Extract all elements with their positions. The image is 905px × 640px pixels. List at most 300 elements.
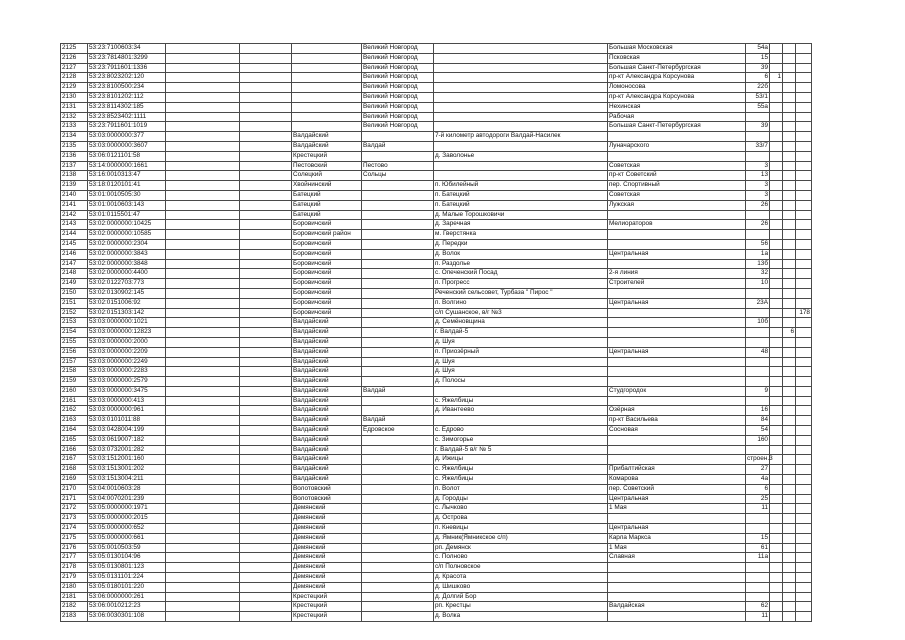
house-cell: 22б <box>746 83 770 93</box>
table-row <box>61 161 812 171</box>
city-cell <box>362 612 434 622</box>
building-cell <box>770 357 783 367</box>
empty-cell <box>240 612 292 622</box>
street-cell <box>608 132 746 142</box>
apartment-cell <box>796 200 812 210</box>
structure-cell <box>783 612 796 622</box>
empty-cell <box>166 347 240 357</box>
cadastral-number-cell: 53:04:0010603:28 <box>88 484 166 494</box>
house-cell <box>746 308 770 318</box>
structure-cell <box>783 524 796 534</box>
table-row <box>61 122 812 132</box>
settlement-cell: с. Полново <box>434 553 608 563</box>
house-cell: 6 <box>746 484 770 494</box>
street-cell: Центральная <box>608 249 746 259</box>
structure-cell <box>783 288 796 298</box>
house-cell <box>746 563 770 573</box>
empty-cell <box>240 249 292 259</box>
structure-cell <box>783 73 796 83</box>
structure-cell <box>783 367 796 377</box>
row-number-cell: 2167 <box>61 455 88 465</box>
apartment-cell <box>796 553 812 563</box>
cadastral-number-cell: 53:02:0130902:145 <box>88 288 166 298</box>
table-row <box>61 543 812 553</box>
cadastral-number-cell: 53:03:0000000:413 <box>88 396 166 406</box>
table-row <box>61 426 812 436</box>
district-cell: Демянский <box>292 524 362 534</box>
settlement-cell <box>434 386 608 396</box>
street-cell: Нехинская <box>608 102 746 112</box>
table-row <box>61 337 812 347</box>
building-cell <box>770 259 783 269</box>
empty-cell <box>166 269 240 279</box>
empty-cell <box>166 239 240 249</box>
house-cell: 3 <box>746 181 770 191</box>
apartment-cell <box>796 524 812 534</box>
cadastral-number-cell: 53:06:0000000:261 <box>88 592 166 602</box>
apartment-cell <box>796 288 812 298</box>
empty-cell <box>166 406 240 416</box>
row-number-cell: 2179 <box>61 573 88 583</box>
table-row <box>61 53 812 63</box>
table-row <box>61 396 812 406</box>
district-cell: Боровичский <box>292 298 362 308</box>
row-number-cell: 2142 <box>61 210 88 220</box>
table-row <box>61 386 812 396</box>
structure-cell <box>783 239 796 249</box>
city-cell <box>362 190 434 200</box>
apartment-cell <box>796 279 812 289</box>
empty-cell <box>166 328 240 338</box>
building-cell <box>770 279 783 289</box>
house-cell: 48 <box>746 347 770 357</box>
structure-cell <box>783 249 796 259</box>
table-row <box>61 435 812 445</box>
empty-cell <box>166 171 240 181</box>
structure-cell <box>783 279 796 289</box>
cadastral-number-cell: 53:05:0131101:224 <box>88 573 166 583</box>
apartment-cell <box>796 533 812 543</box>
building-cell <box>770 92 783 102</box>
city-cell <box>362 524 434 534</box>
apartment-cell <box>796 220 812 230</box>
cadastral-number-cell: 53:03:0000000:2000 <box>88 337 166 347</box>
empty-cell <box>240 504 292 514</box>
empty-cell <box>240 318 292 328</box>
table-row <box>61 92 812 102</box>
district-cell <box>292 83 362 93</box>
row-number-cell: 2166 <box>61 445 88 455</box>
street-cell: пер. Спортивный <box>608 181 746 191</box>
structure-cell <box>783 220 796 230</box>
house-cell: 26 <box>746 200 770 210</box>
table-row <box>61 279 812 289</box>
street-cell: Озёрная <box>608 406 746 416</box>
building-cell <box>770 524 783 534</box>
building-cell <box>770 298 783 308</box>
structure-cell <box>783 533 796 543</box>
city-cell <box>362 406 434 416</box>
street-cell <box>608 239 746 249</box>
city-cell <box>362 328 434 338</box>
table-row <box>61 524 812 534</box>
empty-cell <box>240 406 292 416</box>
settlement-cell <box>434 63 608 73</box>
table-row <box>61 83 812 93</box>
row-number-cell: 2148 <box>61 269 88 279</box>
district-cell: Боровичский <box>292 239 362 249</box>
structure-cell <box>783 181 796 191</box>
building-cell <box>770 416 783 426</box>
settlement-cell: с. Зимогорье <box>434 435 608 445</box>
empty-cell <box>166 63 240 73</box>
house-cell: 11а <box>746 553 770 563</box>
empty-cell <box>166 573 240 583</box>
street-cell: Псковская <box>608 53 746 63</box>
street-cell: 1 Мая <box>608 543 746 553</box>
cadastral-number-cell: 53:06:0030301:108 <box>88 612 166 622</box>
building-cell <box>770 230 783 240</box>
cadastral-number-cell: 53:03:0000000:1021 <box>88 318 166 328</box>
city-cell <box>362 563 434 573</box>
building-cell <box>770 102 783 112</box>
city-cell <box>362 445 434 455</box>
table-row <box>61 239 812 249</box>
table-row <box>61 112 812 122</box>
settlement-cell: д. Красота <box>434 573 608 583</box>
city-cell: Великий Новгород <box>362 44 434 54</box>
cadastral-number-cell: 53:03:0101011:88 <box>88 416 166 426</box>
district-cell: Боровичский <box>292 269 362 279</box>
cadastral-number-cell: 53:23:8523402:1111 <box>88 112 166 122</box>
building-cell <box>770 367 783 377</box>
empty-cell <box>166 318 240 328</box>
settlement-cell: д. Шуя <box>434 367 608 377</box>
building-cell <box>770 533 783 543</box>
table-row <box>61 190 812 200</box>
settlement-cell: д. Ивантеево <box>434 406 608 416</box>
empty-cell <box>240 377 292 387</box>
table-row <box>61 73 812 83</box>
apartment-cell <box>796 102 812 112</box>
row-number-cell: 2128 <box>61 73 88 83</box>
structure-cell <box>783 53 796 63</box>
house-cell <box>746 132 770 142</box>
street-cell <box>608 563 746 573</box>
house-cell: 16 <box>746 406 770 416</box>
house-cell: 160 <box>746 435 770 445</box>
settlement-cell: м. Гверстянка <box>434 230 608 240</box>
empty-cell <box>166 377 240 387</box>
settlement-cell <box>434 141 608 151</box>
empty-cell <box>166 484 240 494</box>
city-cell <box>362 543 434 553</box>
structure-cell <box>783 269 796 279</box>
street-cell <box>608 230 746 240</box>
empty-cell <box>166 83 240 93</box>
structure-cell <box>783 563 796 573</box>
city-cell <box>362 553 434 563</box>
row-number-cell: 2170 <box>61 484 88 494</box>
table-row <box>61 44 812 54</box>
cadastral-number-cell: 53:05:0010503:59 <box>88 543 166 553</box>
district-cell: Демянский <box>292 514 362 524</box>
building-cell <box>770 132 783 142</box>
district-cell: Валдайский <box>292 426 362 436</box>
table-row <box>61 141 812 151</box>
empty-cell <box>240 230 292 240</box>
building-cell <box>770 396 783 406</box>
settlement-cell: 7-й километр автодороги Валдай-Насилек <box>434 132 608 142</box>
row-number-cell: 2151 <box>61 298 88 308</box>
district-cell: Боровичский <box>292 288 362 298</box>
building-cell <box>770 171 783 181</box>
structure-cell <box>783 504 796 514</box>
empty-cell <box>240 132 292 142</box>
cadastral-number-cell: 53:03:0000000:12823 <box>88 328 166 338</box>
empty-cell <box>240 494 292 504</box>
cadastral-number-cell: 53:01:0010505:30 <box>88 190 166 200</box>
structure-cell <box>783 337 796 347</box>
settlement-cell: рп. Демянск <box>434 543 608 553</box>
city-cell <box>362 533 434 543</box>
city-cell <box>362 484 434 494</box>
district-cell: Волотовский <box>292 494 362 504</box>
city-cell <box>362 200 434 210</box>
table-row <box>61 328 812 338</box>
building-cell <box>770 269 783 279</box>
district-cell: Валдайский <box>292 386 362 396</box>
house-cell: 6 <box>746 73 770 83</box>
house-cell: 11 <box>746 504 770 514</box>
settlement-cell: д. Передки <box>434 239 608 249</box>
city-cell <box>362 357 434 367</box>
settlement-cell: с. Яжелбицы <box>434 465 608 475</box>
settlement-cell: с. Яжелбицы <box>434 396 608 406</box>
building-cell <box>770 504 783 514</box>
building-cell <box>770 210 783 220</box>
empty-cell <box>166 249 240 259</box>
cadastral-number-cell: 53:03:1513001:202 <box>88 465 166 475</box>
apartment-cell <box>796 445 812 455</box>
table-row <box>61 220 812 230</box>
apartment-cell <box>796 504 812 514</box>
empty-cell <box>166 53 240 63</box>
apartment-cell <box>796 514 812 524</box>
cadastral-number-cell: 53:03:0619007:182 <box>88 435 166 445</box>
empty-cell <box>166 181 240 191</box>
row-number-cell: 2155 <box>61 337 88 347</box>
table-row <box>61 504 812 514</box>
row-number-cell: 2149 <box>61 279 88 289</box>
street-cell <box>608 259 746 269</box>
building-cell <box>770 465 783 475</box>
street-cell: Сосновая <box>608 426 746 436</box>
empty-cell <box>240 386 292 396</box>
city-cell <box>362 602 434 612</box>
settlement-cell: д. Шишково <box>434 582 608 592</box>
city-cell <box>362 298 434 308</box>
district-cell: Демянский <box>292 573 362 583</box>
district-cell: Волотовский <box>292 484 362 494</box>
row-number-cell: 2130 <box>61 92 88 102</box>
apartment-cell <box>796 181 812 191</box>
table-body <box>61 44 812 622</box>
cadastral-number-cell: 53:02:0000000:10425 <box>88 220 166 230</box>
settlement-cell: Реченский сельсовет, Турбаза " Пирос " <box>434 288 608 298</box>
row-number-cell: 2157 <box>61 357 88 367</box>
settlement-cell: п. Раздолье <box>434 259 608 269</box>
district-cell <box>292 53 362 63</box>
street-cell: Центральная <box>608 494 746 504</box>
table-row <box>61 445 812 455</box>
city-cell: Валдай <box>362 386 434 396</box>
cadastral-number-cell: 53:02:0000000:10585 <box>88 230 166 240</box>
district-cell: Валдайский <box>292 377 362 387</box>
street-cell: Центральная <box>608 298 746 308</box>
building-cell <box>770 573 783 583</box>
building-cell <box>770 484 783 494</box>
structure-cell <box>783 445 796 455</box>
structure-cell <box>783 132 796 142</box>
city-cell: Великий Новгород <box>362 112 434 122</box>
city-cell: Великий Новгород <box>362 53 434 63</box>
street-cell <box>608 445 746 455</box>
empty-cell <box>166 514 240 524</box>
empty-cell <box>166 504 240 514</box>
apartment-cell <box>796 347 812 357</box>
settlement-cell <box>434 122 608 132</box>
street-cell: Лужская <box>608 200 746 210</box>
settlement-cell: г. Валдай-5 <box>434 328 608 338</box>
empty-cell <box>166 455 240 465</box>
apartment-cell <box>796 337 812 347</box>
row-number-cell: 2169 <box>61 475 88 485</box>
settlement-cell: д. Острова <box>434 514 608 524</box>
house-cell: 39 <box>746 63 770 73</box>
row-number-cell: 2146 <box>61 249 88 259</box>
city-cell <box>362 308 434 318</box>
empty-cell <box>166 44 240 54</box>
city-cell: Сольцы <box>362 171 434 181</box>
settlement-cell: д. Долгий Бор <box>434 592 608 602</box>
building-cell <box>770 426 783 436</box>
settlement-cell <box>434 416 608 426</box>
empty-cell <box>240 181 292 191</box>
city-cell <box>362 151 434 161</box>
empty-cell <box>166 279 240 289</box>
cadastral-number-cell: 53:03:0000000:2579 <box>88 377 166 387</box>
cadastral-number-cell: 53:23:8100500:234 <box>88 83 166 93</box>
street-cell: Валдайская <box>608 602 746 612</box>
empty-cell <box>166 533 240 543</box>
empty-cell <box>166 582 240 592</box>
cadastral-number-cell: 53:05:0130104:96 <box>88 553 166 563</box>
structure-cell <box>783 112 796 122</box>
row-number-cell: 2156 <box>61 347 88 357</box>
apartment-cell <box>796 406 812 416</box>
structure-cell <box>783 141 796 151</box>
district-cell: Демянский <box>292 553 362 563</box>
building-cell <box>770 63 783 73</box>
street-cell: Советская <box>608 161 746 171</box>
building-cell <box>770 161 783 171</box>
building-cell <box>770 318 783 328</box>
city-cell <box>362 132 434 142</box>
row-number-cell: 2139 <box>61 181 88 191</box>
apartment-cell <box>796 269 812 279</box>
empty-cell <box>166 602 240 612</box>
table-row <box>61 455 812 465</box>
apartment-cell <box>796 465 812 475</box>
table-row <box>61 210 812 220</box>
structure-cell <box>783 406 796 416</box>
row-number-cell: 2174 <box>61 524 88 534</box>
house-cell <box>746 210 770 220</box>
building-cell <box>770 83 783 93</box>
cadastral-number-cell: 53:23:7911601:1336 <box>88 63 166 73</box>
house-cell <box>746 377 770 387</box>
building-cell <box>770 112 783 122</box>
empty-cell <box>166 161 240 171</box>
city-cell: Великий Новгород <box>362 92 434 102</box>
structure-cell <box>783 543 796 553</box>
city-cell <box>362 239 434 249</box>
row-number-cell: 2132 <box>61 112 88 122</box>
apartment-cell <box>796 210 812 220</box>
row-number-cell: 2158 <box>61 367 88 377</box>
empty-cell <box>240 455 292 465</box>
empty-cell <box>240 396 292 406</box>
empty-cell <box>166 612 240 622</box>
table-row <box>61 592 812 602</box>
empty-cell <box>240 592 292 602</box>
house-cell: 32 <box>746 269 770 279</box>
structure-cell <box>783 171 796 181</box>
building-cell <box>770 53 783 63</box>
structure-cell <box>783 161 796 171</box>
table-row <box>61 406 812 416</box>
empty-cell <box>166 367 240 377</box>
building-cell <box>770 582 783 592</box>
table-row <box>61 475 812 485</box>
structure-cell <box>783 602 796 612</box>
empty-cell <box>166 122 240 132</box>
street-cell: Мелиораторов <box>608 220 746 230</box>
district-cell: Крестецкий <box>292 592 362 602</box>
apartment-cell <box>796 435 812 445</box>
empty-cell <box>166 298 240 308</box>
city-cell: Великий Новгород <box>362 102 434 112</box>
building-cell <box>770 328 783 338</box>
district-cell: Хвойнинский <box>292 181 362 191</box>
house-cell: 23А <box>746 298 770 308</box>
cadastral-number-cell: 53:23:8023202:120 <box>88 73 166 83</box>
building-cell <box>770 239 783 249</box>
empty-cell <box>240 484 292 494</box>
cadastral-number-cell: 53:03:1513004:211 <box>88 475 166 485</box>
empty-cell <box>166 190 240 200</box>
settlement-cell: п. Юбилейный <box>434 181 608 191</box>
structure-cell <box>783 494 796 504</box>
table-row <box>61 484 812 494</box>
street-cell: пр-кт Александра Корсунова <box>608 73 746 83</box>
district-cell <box>292 122 362 132</box>
row-number-cell: 2182 <box>61 602 88 612</box>
cadastral-number-cell: 53:23:7100603:34 <box>88 44 166 54</box>
house-cell: 39 <box>746 122 770 132</box>
row-number-cell: 2164 <box>61 426 88 436</box>
